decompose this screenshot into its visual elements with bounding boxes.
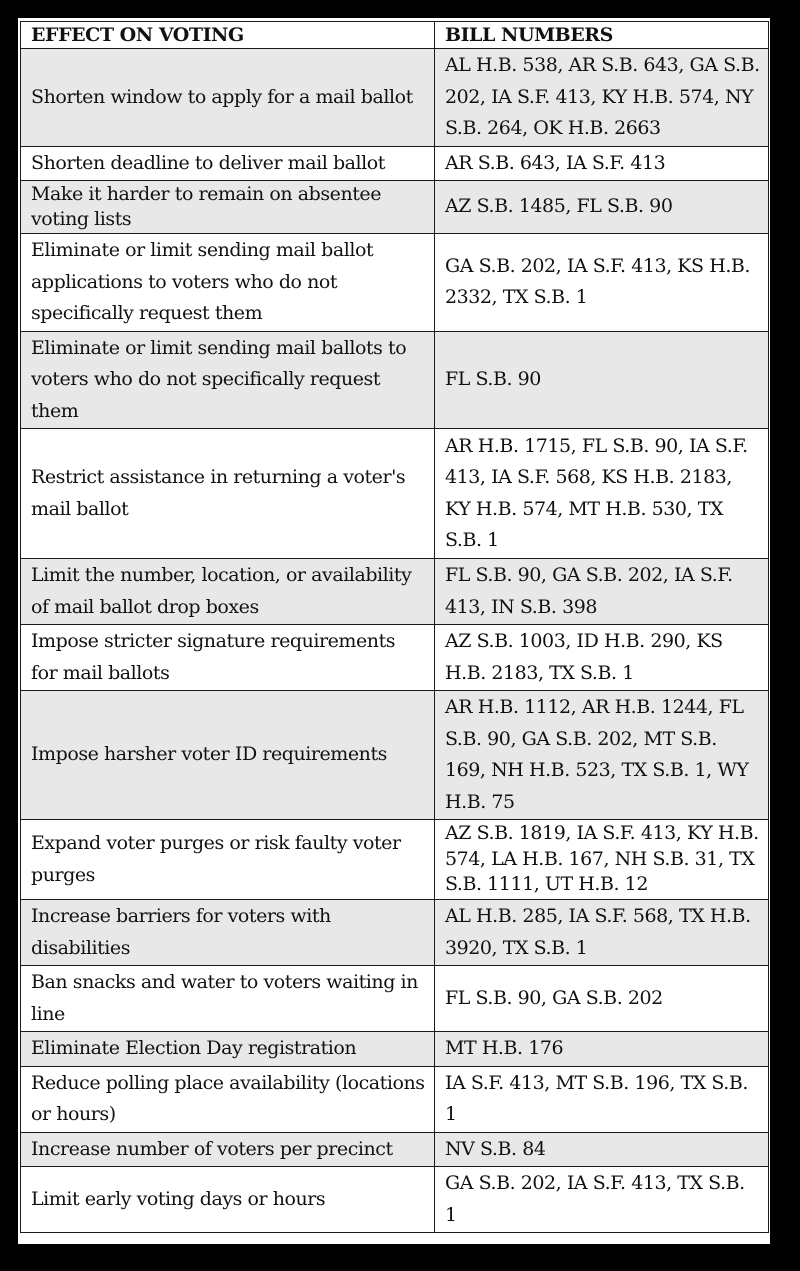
table-row — [21, 1066, 769, 1132]
effect-cell: Expand voter purges or risk faulty voter purges — [21, 820, 435, 900]
table-row — [21, 1032, 769, 1067]
bills-cell: GA S.B. 202, IA S.F. 413, TX S.B. 1 — [435, 1167, 769, 1233]
table-row — [21, 181, 769, 234]
effect-cell: Shorten window to apply for a mail ballot — [21, 49, 435, 147]
table-header-row — [21, 22, 769, 49]
bills-cell: AZ S.B. 1819, IA S.F. 413, KY H.B. 574, LA H.B. 167, NH S.B. 31, TX S.B. 1111, UT H.B. 12 — [435, 820, 769, 900]
bills-cell: NV S.B. 84 — [435, 1132, 769, 1167]
table-row — [21, 146, 769, 181]
bills-cell: FL S.B. 90, GA S.B. 202 — [435, 966, 769, 1032]
effect-cell: Restrict assistance in returning a voter's mail ballot — [21, 429, 435, 559]
effect-cell: Shorten deadline to deliver mail ballot — [21, 146, 435, 181]
bills-cell: AR H.B. 1112, AR H.B. 1244, FL S.B. 90, GA S.B. 202, MT S.B. 169, NH H.B. 523, TX S.B. 1, WY H.B. 75 — [435, 691, 769, 820]
bills-cell: AR H.B. 1715, FL S.B. 90, IA S.F. 413, IA S.F. 568, KS H.B. 2183, KY H.B. 574, MT H.B. 530, TX S.B. 1 — [435, 429, 769, 559]
bills-cell: MT H.B. 176 — [435, 1032, 769, 1067]
table-row — [21, 331, 769, 429]
effect-cell: Limit the number, location, or availability of mail ballot drop boxes — [21, 559, 435, 625]
effect-cell: Reduce polling place availability (locations or hours) — [21, 1066, 435, 1132]
bills-cell: IA S.F. 413, MT S.B. 196, TX S.B. 1 — [435, 1066, 769, 1132]
effect-cell: Make it harder to remain on absentee voting lists — [21, 181, 435, 234]
table-row — [21, 820, 769, 900]
effect-cell: Eliminate or limit sending mail ballots to voters who do not specifically request them — [21, 331, 435, 429]
table-row — [21, 900, 769, 966]
effect-cell: Ban snacks and water to voters waiting in line — [21, 966, 435, 1032]
effect-cell: Impose stricter signature requirements for mail ballots — [21, 625, 435, 691]
table-row — [21, 1132, 769, 1167]
effect-cell: Increase barriers for voters with disabilities — [21, 900, 435, 966]
document-sheet — [18, 18, 770, 1244]
table-row — [21, 49, 769, 147]
effect-cell: Limit early voting days or hours — [21, 1167, 435, 1233]
effect-cell: Eliminate Election Day registration — [21, 1032, 435, 1067]
bills-cell: AL H.B. 285, IA S.F. 568, TX H.B. 3920, TX S.B. 1 — [435, 900, 769, 966]
effect-cell: Impose harsher voter ID requirements — [21, 691, 435, 820]
bills-cell: GA S.B. 202, IA S.F. 413, KS H.B. 2332, TX S.B. 1 — [435, 234, 769, 332]
bills-cell: AZ S.B. 1485, FL S.B. 90 — [435, 181, 769, 234]
bills-cell: FL S.B. 90 — [435, 331, 769, 429]
effect-cell: Increase number of voters per precinct — [21, 1132, 435, 1167]
voting-bills-table — [20, 21, 769, 1233]
header-effect-on-voting: EFFECT ON VOTING — [21, 22, 435, 49]
table-row — [21, 1167, 769, 1233]
table-row — [21, 691, 769, 820]
effect-cell: Eliminate or limit sending mail ballot applications to voters who do not specifically request them — [21, 234, 435, 332]
bills-cell: AL H.B. 538, AR S.B. 643, GA S.B. 202, IA S.F. 413, KY H.B. 574, NY S.B. 264, OK H.B. 2663 — [435, 49, 769, 147]
table-row — [21, 625, 769, 691]
table-row — [21, 429, 769, 559]
table-row — [21, 559, 769, 625]
bills-cell: FL S.B. 90, GA S.B. 202, IA S.F. 413, IN S.B. 398 — [435, 559, 769, 625]
header-bill-numbers: BILL NUMBERS — [435, 22, 769, 49]
bills-cell: AZ S.B. 1003, ID H.B. 290, KS H.B. 2183, TX S.B. 1 — [435, 625, 769, 691]
table-row — [21, 966, 769, 1032]
bills-cell: AR S.B. 643, IA S.F. 413 — [435, 146, 769, 181]
table-row — [21, 234, 769, 332]
